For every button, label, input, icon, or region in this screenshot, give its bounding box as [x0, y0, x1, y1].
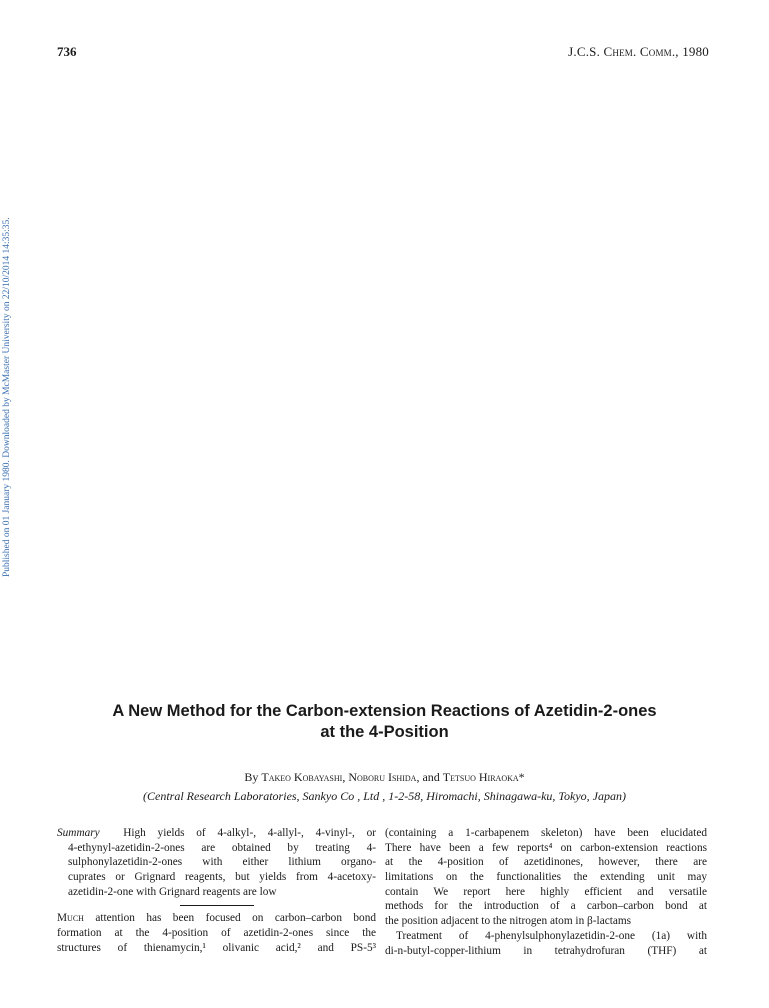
author-3: Tetsuo Hiraoka*	[442, 770, 525, 784]
body-line: There have been a few reports⁴ on carbon-extension reactions	[385, 841, 707, 854]
left-column	[57, 826, 376, 956]
lead-word: Much	[57, 912, 84, 925]
summary-line: 4-ethynyl-azetidin-2-ones are obtained by treating 4-	[68, 841, 376, 854]
summary-line: azetidin-2-one with Grignard reagents are low	[68, 885, 277, 898]
by-label: By	[244, 770, 259, 784]
summary-label: Summary	[57, 827, 100, 839]
author-2: Noboru Ishida, and	[348, 770, 440, 784]
article-title	[0, 701, 769, 743]
publication-watermark: Published on 01 January 1980. Downloaded by McMaster University on 22/10/2014 14:35:35.	[2, 217, 12, 578]
body-line: Treatment of 4-phenylsulphonylazetidin-2-one (1a) with	[396, 929, 707, 942]
author-line	[0, 770, 769, 785]
summary-block	[57, 826, 376, 899]
body-line: (containing a 1-carbapenem skeleton) have been elucidated	[385, 827, 707, 839]
summary-line: Summary High yields of 4-alkyl-, 4-allyl-, 4-vinyl-, or	[57, 827, 376, 839]
author-1: Takeo Kobayashi,	[261, 770, 346, 784]
summary-line: sulphonylazetidin-2-ones with either lithium organo-	[68, 856, 376, 869]
affiliation: (Central Research Laboratories, Sankyo Co , Ltd , 1-2-58, Hiromachi, Shinagawa-ku, Tokyo, Japan)	[143, 789, 626, 803]
body-line: structures of thienamycin,¹ olivanic acid,² and PS-5³	[57, 941, 376, 954]
body-line: formation at the 4-position of azetidin-2-ones since the	[57, 927, 376, 940]
title-line-2: at the 4-Position	[320, 723, 449, 741]
title-line-1: A New Method for the Carbon-extension Reactions of Azetidin-2-ones	[112, 702, 657, 720]
summary-line: cuprates or Grignard reagents, but yields from 4-acetoxy-	[68, 871, 376, 884]
body-line: Much attention has been focused on carbon–carbon bond	[57, 912, 376, 925]
divider-rule	[180, 905, 254, 906]
body-line: at the 4-position of azetidinones, however, there are	[385, 856, 707, 869]
body-text-left	[57, 911, 376, 955]
journal-header: J.C.S. Chem. Comm., 1980	[568, 44, 709, 59]
page-number: 736	[57, 44, 77, 59]
right-column	[385, 826, 707, 958]
body-line: contain We report here highly efficient and versatile	[385, 885, 707, 898]
body-line: methods for the introduction of a carbon–carbon bond at	[385, 900, 707, 913]
body-line: di-n-butyl-copper-lithium in tetrahydrofuran (THF) at	[385, 944, 707, 957]
body-line: the position adjacent to the nitrogen atom in β-lactams	[385, 915, 632, 928]
body-line: limitations on the functionalities the extending unit may	[385, 871, 707, 884]
